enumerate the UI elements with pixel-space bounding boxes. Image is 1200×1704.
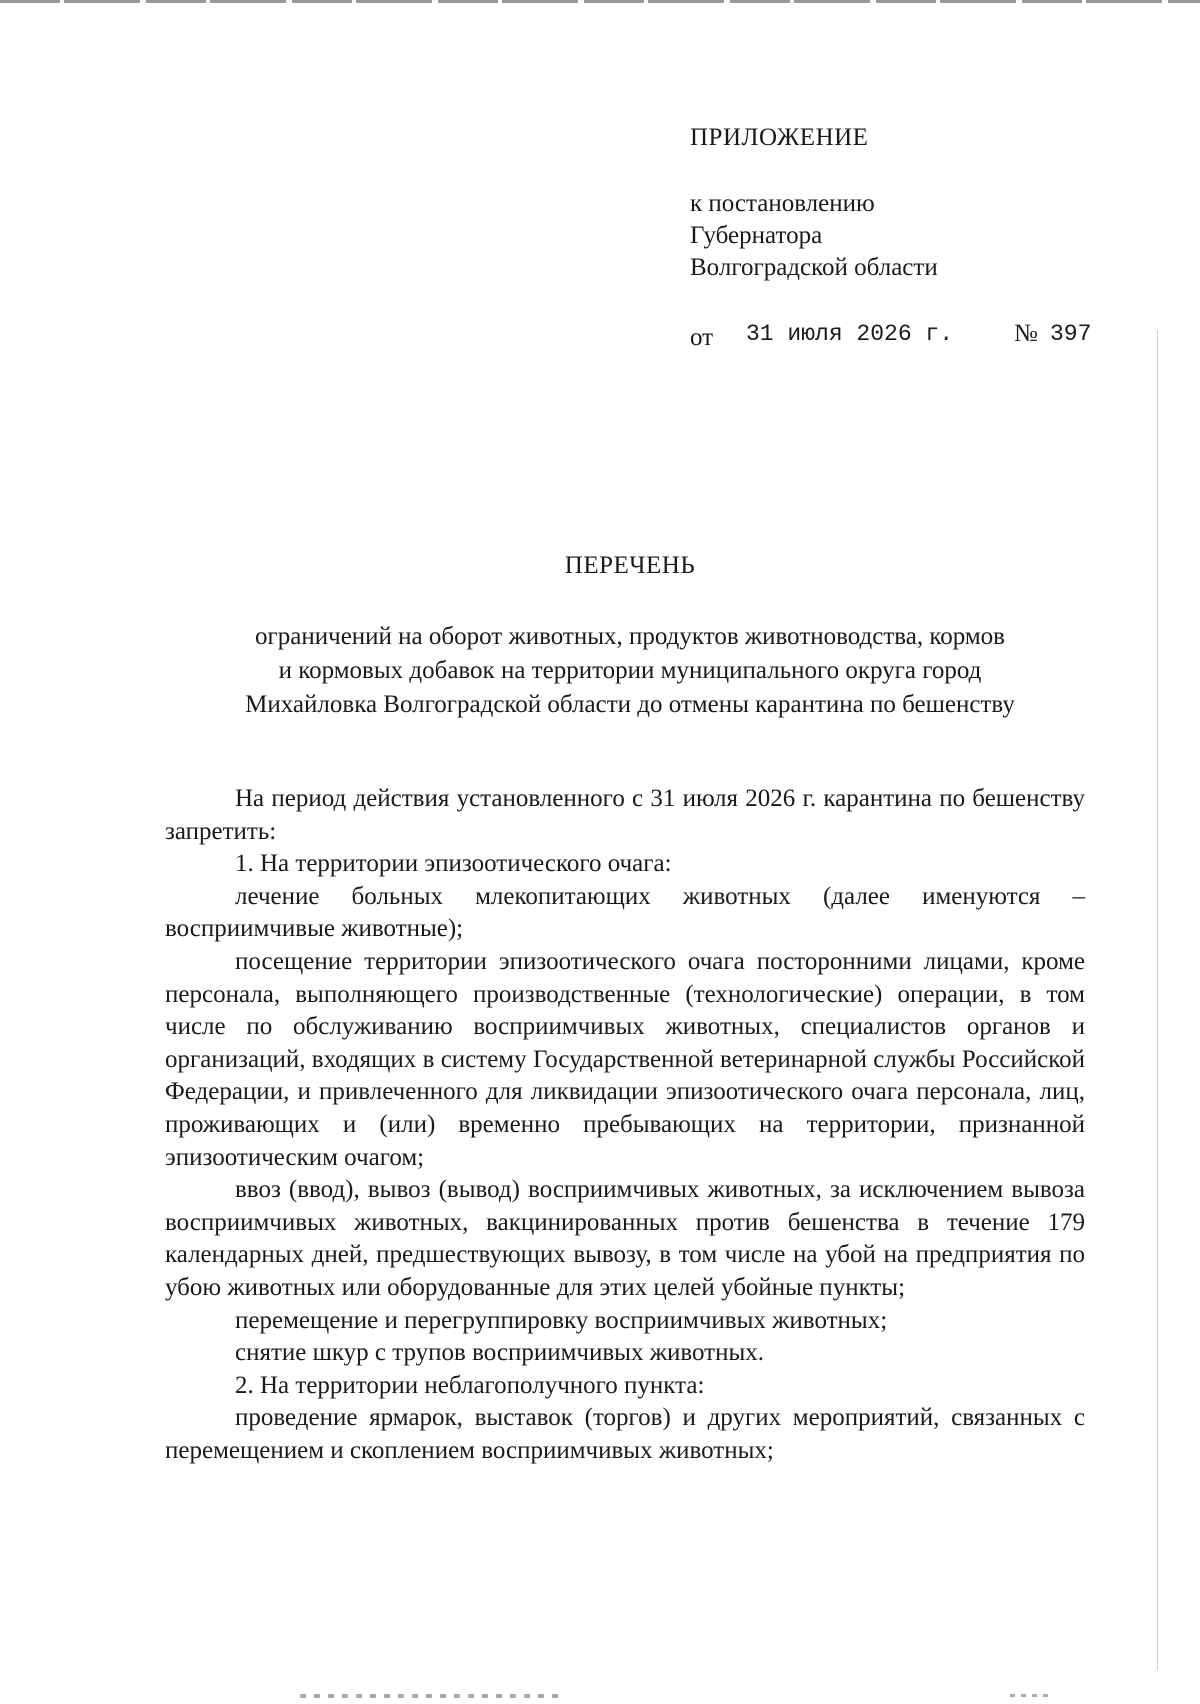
paragraph-treatment: лечение больных млекопитающих животных (далее именуются – восприимчивые животные); <box>165 882 1085 943</box>
appendix-block <box>690 122 1100 350</box>
number-label: № <box>1014 320 1038 347</box>
decree-date: 31 июля 2026 г. <box>746 321 954 347</box>
document-subtitle <box>150 620 1110 722</box>
paragraph-import-export: ввоз (ввод), вывоз (вывод) восприимчивых животных, за исключением вывоза восприимчивых животных, вакцинированных против бешенства в течение 179 календарных дней, предшествующих вывозу, в том числе на убой на предприятия по убою животных или оборудованные для этих целей убойные пункты; <box>165 1176 1085 1301</box>
subtitle-line-1: ограничений на оборот животных, продуктов животноводства, кормов <box>255 623 1005 650</box>
appendix-dateline <box>690 318 1100 350</box>
paragraph-fairs: проведение ярмарок, выставок (торгов) и других мероприятий, связанных с перемещением и скоплением восприимчивых животных; <box>165 1404 1085 1464</box>
document-body <box>165 783 1085 1467</box>
date-prefix: от <box>690 324 714 351</box>
paragraph-section-2-heading: 2. На территории неблагополучного пункта: <box>235 1371 705 1399</box>
scan-artifact-bottom <box>300 1694 560 1698</box>
appendix-line-1: к постановлению <box>690 190 875 217</box>
scan-edge-right <box>1157 330 1158 1670</box>
paragraph-intro: На период действия установленного с 31 июля 2026 г. карантина по бешенству запретить: <box>165 785 1085 845</box>
document-heading: ПЕРЕЧЕНЬ <box>564 552 696 579</box>
appendix-line-2: Губернатора <box>690 222 823 249</box>
paragraph-skinning: снятие шкур с трупов восприимчивых животных. <box>235 1339 765 1367</box>
subtitle-line-2: и кормовых добавок на территории муниципального округа город <box>278 657 982 684</box>
decree-number: 397 <box>1050 321 1092 347</box>
scan-artifact-bottom-right <box>1010 1694 1050 1697</box>
appendix-title: ПРИЛОЖЕНИЕ <box>690 124 869 151</box>
scan-edge-top <box>0 0 1200 3</box>
appendix-line-3: Волгоградской области <box>690 254 938 281</box>
paragraph-section-1-heading: 1. На территории эпизоотического очага: <box>235 850 672 878</box>
subtitle-line-3: Михайловка Волгоградской области до отмены карантина по бешенству <box>245 691 1015 718</box>
paragraph-relocation: перемещение и перегруппировку восприимчивых животных; <box>235 1306 888 1334</box>
paragraph-visiting: посещение территории эпизоотического очага посторонними лицами, кроме персонала, выполняющего производственные (технологические) операции, в том числе по обслуживанию восприимчивых животных, специалистов органов и организаций, входящих в систему Государственной ветеринарной службы Российской Федерации, и привлеченного для ликвидации эпизоотического очага персонала, лиц, проживающих и (или) временно пребывающих на территории, признанной эпизоотическим очагом; <box>165 947 1085 1171</box>
